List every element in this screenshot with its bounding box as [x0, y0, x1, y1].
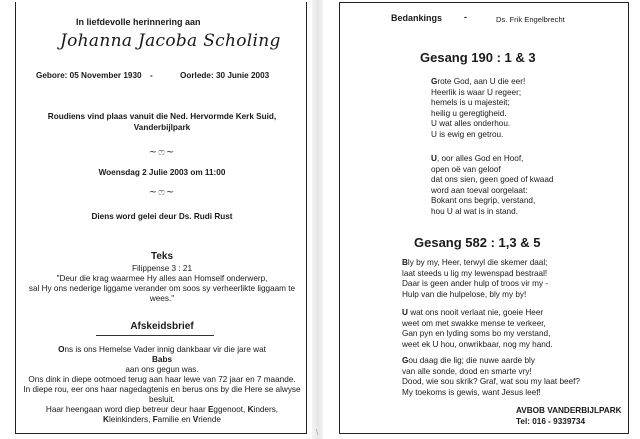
farewell-line: aan ons gegun was. [125, 365, 199, 374]
farewell-line: besluit. [149, 395, 175, 404]
verse-line: hemels is u majesteit; [431, 98, 510, 107]
verse-line: Heerlik is waar U regeer; [431, 87, 522, 97]
death-date: Oorlede: 30 Junie 2003 [180, 71, 270, 80]
verse-line: van alle sonde, dood en smarte vry! [402, 366, 532, 376]
ornament-divider: ~ෆ~ [148, 187, 176, 198]
farewell-nickname: Babs [151, 355, 173, 364]
verse-line: hou U al wat is in stand. [431, 206, 518, 216]
scripture-line: "Deur die krag waarmee Hy alles aan Homself onderwerp, [56, 274, 268, 283]
farewell-line: In diepe rou, eer ons haar nagedagtenis en berus ons by die Here se alwyse [23, 385, 301, 394]
farewell-title: Afskeidsbrief [130, 321, 194, 332]
date-separator: - [150, 71, 153, 80]
hymn-1-verse-2 [431, 154, 553, 217]
officiant: Diens word gelei deur Ds. Rudi Rust [91, 212, 233, 221]
verse-line: My toekoms is gewis, want Jesus leef! [402, 387, 541, 397]
ornament-divider: ~ෆ~ [148, 147, 176, 158]
verse-line: Bokant ons begrip, verstand, [431, 196, 536, 205]
farewell-line: Ons dink in diepe ootmoed terug aan haar lewe van 72 jaar en 7 maande. [28, 375, 296, 384]
thanks-label: Bedankings [391, 13, 443, 23]
verse-line: word aan toeval oorgelaat: [431, 185, 528, 195]
text-title: Teks [150, 251, 174, 262]
funeral-home-phone: Tel: 016 - 9339734 [516, 417, 586, 426]
verse-line: heilig u geregtigheid. [431, 108, 507, 118]
farewell-line: Ons is ons Hemelse Vader innig dankbaar vir die jare wat [58, 345, 266, 354]
verse-line: weet ek U hou, onwrikbaar, nog my hand. [402, 339, 553, 349]
right-page [323, 0, 640, 439]
farewell-line: Kleinkinders, Familie en Vriende [103, 415, 221, 424]
verse-line: Hulp van die hulpelose, bly my by! [402, 289, 527, 299]
verse-line: Dood, wie sou skrik? Graf, wat sou my laat beef? [402, 377, 580, 386]
hymn-2-verse-3 [402, 356, 580, 398]
hymn-1-verse-1 [431, 77, 525, 140]
service-location: Roudiens vind plaas vanuit die Ned. Hervormde Kerk Suid, [47, 112, 277, 121]
farewell-title-underline [96, 335, 214, 336]
birth-date: Gebore: 05 November 1930 [36, 71, 142, 80]
verse-line: Gou daag die lig; die nuwe aarde bly [402, 356, 535, 365]
funeral-home: AVBOB VANDERBIJLPARK [516, 406, 622, 415]
scripture-line: wees." [149, 294, 175, 303]
verse-line: open oë van geloof [431, 164, 501, 174]
verse-line: U wat alles onderhou. [431, 119, 511, 128]
verse-line: U is ewig en getrou. [431, 129, 504, 139]
thanks-name: Ds. Frik Engelbrecht [496, 15, 565, 24]
scripture-reference: Filippense 3 : 21 [131, 264, 193, 273]
verse-line: dat ons sien, geen goed of kwaad [431, 175, 554, 184]
memorial-heading: In liefdevolle herinnering aan [76, 17, 201, 27]
verse-line: laat steeds u lig my lewenspad bestraal! [402, 268, 548, 278]
verse-line: Daar is geen ander hulp of troos vir my - [402, 279, 549, 288]
service-city: Vanderbijlpark [133, 123, 191, 132]
hymn-2-title: Gesang 582 : 1,3 & 5 [414, 235, 541, 250]
scripture-line: sal Hy ons nederige liggame verander om soos sy verheerlikte liggaam te [28, 284, 296, 293]
service-date-time: Woensdag 2 Julie 2003 om 11:00 [98, 168, 226, 177]
gutter-mark: \ [316, 428, 319, 437]
hymn-1-title: Gesang 190 : 1 & 3 [420, 50, 536, 65]
hymn-2-verse-1 [402, 258, 548, 300]
verse-line: U wat ons nooit verlaat nie, goeie Heer [402, 308, 544, 317]
hymn-2-verse-2 [402, 308, 553, 350]
thanks-separator: - [464, 12, 467, 22]
verse-line: Gan pyn en lyding soms bo my verstand, [402, 329, 551, 338]
farewell-line: Haar heengaan word diep betreur deur haar Eggenoot, Kinders, [45, 405, 279, 414]
deceased-name: Johanna Jacoba Scholing [60, 31, 281, 51]
left-page [0, 0, 318, 439]
verse-line: U, oor alles God en Hoof, [431, 154, 524, 163]
verse-line: weet om met swakke mense te verkeer, [402, 318, 546, 328]
verse-line: Bly by my, Heer, terwyl die skemer daal; [402, 258, 548, 267]
verse-line: Grote God, aan U die eer! [431, 77, 526, 86]
